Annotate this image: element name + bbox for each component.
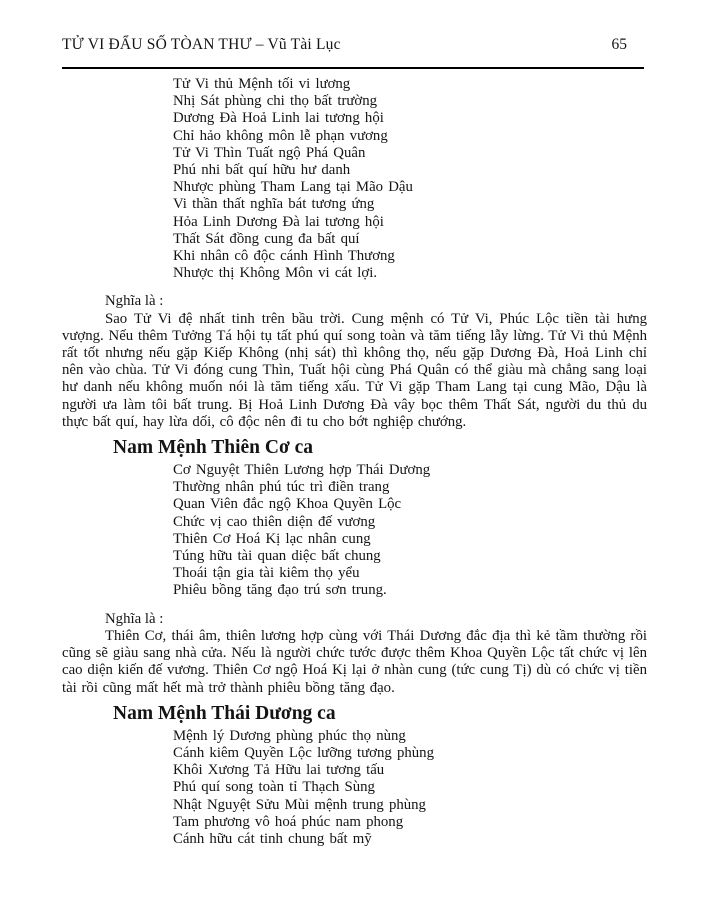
- section-heading-thien-co: Nam Mệnh Thiên Cơ ca: [113, 437, 314, 459]
- verse-block-tu-vi: [173, 76, 647, 282]
- page-header: [62, 36, 647, 54]
- verse-line: Khi nhân cô độc cánh Hình Thương: [173, 248, 395, 265]
- verse-line: Vi thần thất nghĩa bát tương ứng: [173, 196, 375, 213]
- verse-line: Nhược phùng Tham Lang tại Mão Dậu: [173, 179, 413, 196]
- header-divider: [62, 67, 644, 69]
- meaning-label: Nghĩa là :: [105, 610, 164, 627]
- verse-line: Nhị Sát phùng chi thọ bất trường: [173, 93, 378, 110]
- verse-line: Thoái tận gia tài kiêm thọ yểu: [173, 565, 360, 582]
- verse-block-thien-co: [173, 462, 647, 600]
- verse-line: Chỉ hảo không môn lễ phạn vương: [173, 127, 388, 144]
- verse-line: Chức vị cao thiên diện đế vương: [173, 513, 376, 530]
- verse-line: Tam phương vô hoá phúc nam phong: [173, 813, 404, 830]
- meaning-paragraph-tu-vi: Sao Tử Vi đệ nhất tinh trên bầu trời. Cung mệnh có Tử Vi, Phúc Lộc tiền tài hưng vượng. Nếu thêm Tưởng Tá hội tụ tất phú quí song toàn và tăm tiếng lẫy lừng. Tử Vi thủ Mệnh rất tốt nhưng nếu gặp Kiếp Không (nhị sát) thì không thọ, nếu gặp Dương Đà, Hoả Linh chỉ nên vào chùa. Tử Vi đóng cung Thìn, Tuất hội cùng Phá Quân có thể giàu mà chẳng sang loại hư danh nếu không muốn nói là tăm tiếng xấu. Tử Vi gặp Tham Lang tại cung Mão, Dậu là người ưa làm tôi bất trung. Bị Hoả Linh Dương Đà vây bọc thêm Thất Sát, người du thủ du thực bất quí, hay lừa dối, cô độc nên đi tu cho bớt nghiệp chướng.: [62, 310, 647, 430]
- document-title: TỬ VI ĐẨU SỐ TÒAN THƯ – Vũ Tài Lục: [62, 36, 341, 53]
- verse-line: Tử Vi thủ Mệnh tối vi lương: [173, 76, 351, 92]
- verse-line: Dương Đà Hoả Linh lai tương hội: [173, 110, 384, 127]
- verse-line: Cánh hữu cát tinh chung bất mỹ: [173, 830, 372, 847]
- verse-line: Khôi Xương Tả Hữu lai tương tấu: [173, 762, 385, 779]
- page-content: [62, 76, 647, 848]
- verse-line: Túng hữu tài quan diệc bất chung: [173, 548, 381, 565]
- section-heading-thai-duong: Nam Mệnh Thái Dương ca: [113, 702, 336, 724]
- verse-line: Nhược thị Không Môn vi cát lợi.: [173, 265, 378, 282]
- verse-line: Hỏa Linh Dương Đà lai tương hội: [173, 213, 384, 230]
- verse-line: Tử Vi Thìn Tuất ngộ Phá Quân: [173, 144, 366, 161]
- verse-line: Cánh kiêm Quyền Lộc lưỡng tương phùng: [173, 744, 434, 761]
- verse-line: Thiên Cơ Hoá Kị lạc nhân cung: [173, 530, 371, 547]
- verse-line: Thất Sát đồng cung đa bất quí: [173, 230, 360, 247]
- meaning-paragraph-thien-co: Thiên Cơ, thái âm, thiên lương hợp cùng với Thái Dương đắc địa thì kẻ tầm thường rồi cũng sẽ giàu sang nhà cửa. Nếu là người chức tước được thêm Khoa Quyền Lộc tất chức vị lên cao diện kiến đế vương. Thiên Cơ ngộ Hoá Kị lại ở nhàn cung (tức cung Tị) dù có chức vị tiền tài rồi cũng mất hết mà trở thành phiêu bồng tăng đạo.: [62, 627, 647, 696]
- verse-line: Phú quí song toàn tỉ Thạch Sùng: [173, 779, 375, 796]
- page-number: 65: [611, 36, 627, 53]
- meaning-label: Nghĩa là :: [105, 293, 164, 310]
- verse-line: Phiêu bồng tăng đạo trú sơn trung.: [173, 582, 387, 599]
- verse-line: Thường nhân phú túc trì điền trang: [173, 479, 390, 496]
- verse-block-thai-duong: [173, 728, 647, 848]
- verse-line: Mệnh lý Dương phùng phúc thọ nùng: [173, 727, 406, 744]
- verse-line: Quan Viên đắc ngộ Khoa Quyền Lộc: [173, 496, 402, 513]
- verse-line: Nhật Nguyệt Sửu Mùi mệnh trung phùng: [173, 796, 426, 813]
- verse-line: Phú nhi bất quí hữu hư danh: [173, 162, 351, 179]
- verse-line: Cơ Nguyệt Thiên Lương hợp Thái Dương: [173, 462, 431, 479]
